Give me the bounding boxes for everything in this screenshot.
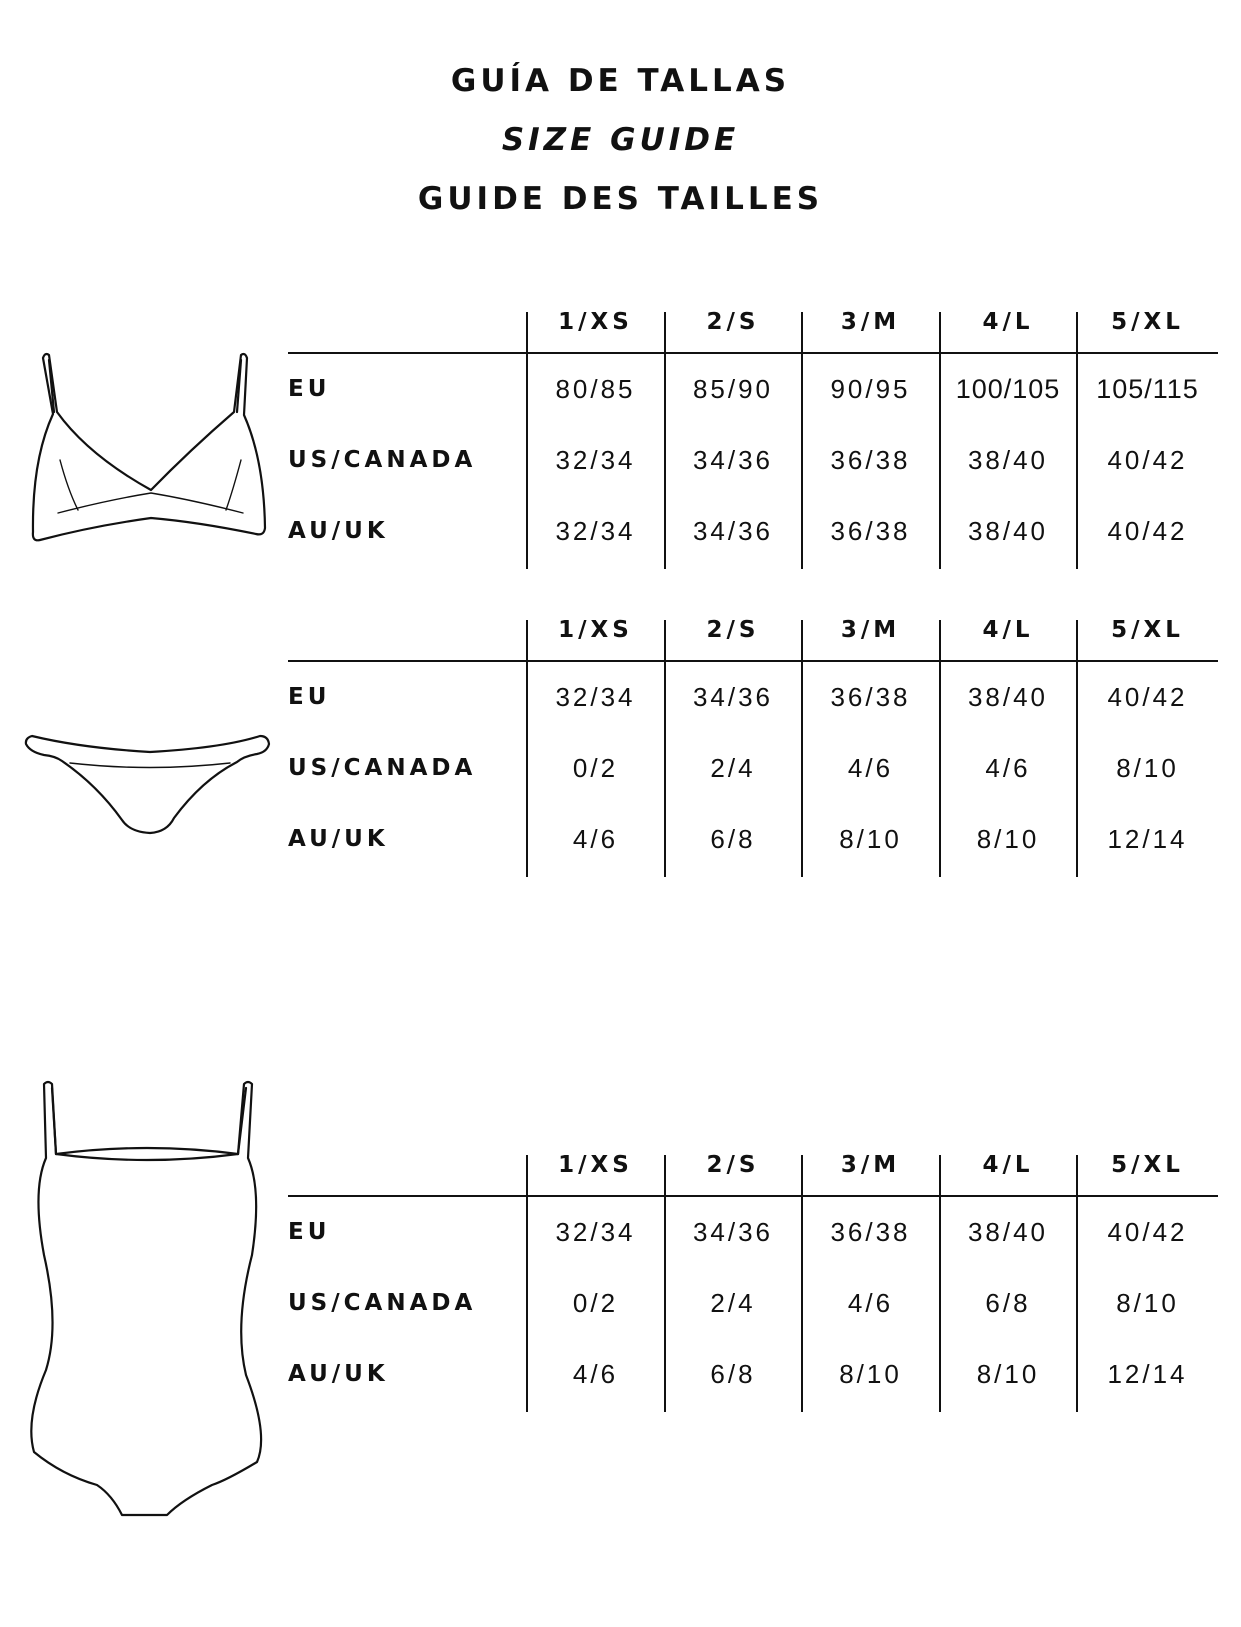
table-cell: 36/38 <box>830 516 911 546</box>
header-size-5: 5/XL <box>1111 1152 1184 1178</box>
row-label: US/CANADA <box>288 447 477 473</box>
title-english: SIZE GUIDE <box>501 122 740 158</box>
title-spanish: GUÍA DE TALLAS <box>450 63 791 99</box>
row-label: US/CANADA <box>288 1290 477 1316</box>
row-label: EU <box>288 1219 331 1245</box>
one-piece-swimsuit-icon <box>22 1080 272 1520</box>
table-cell: 12/14 <box>1107 1359 1188 1389</box>
table-cell: 4/6 <box>572 1359 619 1389</box>
header-size-3: 3/M <box>840 1152 901 1178</box>
header-size-2: 2/S <box>706 309 760 335</box>
table-cell: 38/40 <box>967 1217 1049 1247</box>
table-cell: 40/42 <box>1107 516 1188 546</box>
table-cell: 4/6 <box>572 824 619 854</box>
table-cell: 80/85 <box>555 374 636 404</box>
header-size-1: 1/XS <box>558 309 633 335</box>
table-cell: 36/38 <box>830 682 911 712</box>
size-table-swimsuit <box>288 1150 1218 1410</box>
table-header <box>288 307 1218 354</box>
table-cell: 105/115 <box>1096 374 1199 404</box>
table-cell: 34/36 <box>692 445 774 475</box>
table-cell: 32/34 <box>555 1217 636 1247</box>
header-size-4: 4/L <box>982 309 1034 335</box>
table-header <box>288 1150 1218 1197</box>
row-label: EU <box>288 376 331 402</box>
title-french: GUIDE DES TAILLES <box>417 181 824 217</box>
table-cell: 2/4 <box>710 1288 756 1318</box>
table-cell: 90/95 <box>830 374 911 404</box>
header-size-5: 5/XL <box>1111 617 1184 643</box>
table-row <box>288 496 1218 567</box>
table-cell: 34/36 <box>692 682 774 712</box>
table-cell: 100/105 <box>955 374 1061 404</box>
table-cell: 38/40 <box>967 516 1049 546</box>
table-cell: 32/34 <box>555 445 636 475</box>
header-size-3: 3/M <box>840 309 901 335</box>
table-cell: 0/2 <box>572 753 619 783</box>
header-size-1: 1/XS <box>558 617 633 643</box>
table-cell: 40/42 <box>1107 445 1188 475</box>
table-cell: 85/90 <box>692 374 774 404</box>
table-cell: 36/38 <box>830 445 911 475</box>
table-row <box>288 804 1218 875</box>
table-row <box>288 1268 1218 1339</box>
table-cell: 8/10 <box>839 824 902 854</box>
table-cell: 2/4 <box>710 753 756 783</box>
table-cell: 6/8 <box>710 824 756 854</box>
table-cell: 8/10 <box>1116 753 1179 783</box>
table-row <box>288 733 1218 804</box>
header-size-1: 1/XS <box>558 1152 633 1178</box>
table-cell: 40/42 <box>1107 682 1188 712</box>
header-size-4: 4/L <box>982 617 1034 643</box>
table-cell: 12/14 <box>1107 824 1188 854</box>
bikini-top-icon <box>18 350 268 560</box>
title-block <box>0 52 1241 229</box>
table-cell: 36/38 <box>830 1217 911 1247</box>
table-row <box>288 1197 1218 1268</box>
size-table-top <box>288 307 1218 567</box>
table-cell: 32/34 <box>555 682 636 712</box>
table-row <box>288 662 1218 733</box>
table-cell: 4/6 <box>985 753 1031 783</box>
table-cell: 38/40 <box>967 445 1049 475</box>
table-row <box>288 425 1218 496</box>
table-cell: 6/8 <box>710 1359 756 1389</box>
table-cell: 8/10 <box>976 1359 1040 1389</box>
row-label: EU <box>288 684 331 710</box>
table-header <box>288 615 1218 662</box>
header-size-3: 3/M <box>840 617 901 643</box>
row-label: AU/UK <box>288 1361 389 1387</box>
table-cell: 0/2 <box>572 1288 619 1318</box>
size-table-bottom <box>288 615 1218 875</box>
table-row <box>288 354 1218 425</box>
header-size-2: 2/S <box>706 1152 760 1178</box>
row-label: AU/UK <box>288 826 389 852</box>
table-cell: 34/36 <box>692 1217 774 1247</box>
table-cell: 8/10 <box>1116 1288 1179 1318</box>
header-size-5: 5/XL <box>1111 309 1184 335</box>
table-cell: 34/36 <box>692 516 774 546</box>
table-cell: 6/8 <box>985 1288 1031 1318</box>
table-row <box>288 1339 1218 1410</box>
row-label: US/CANADA <box>288 755 477 781</box>
table-cell: 4/6 <box>847 753 894 783</box>
table-cell: 38/40 <box>967 682 1049 712</box>
table-cell: 40/42 <box>1107 1217 1188 1247</box>
table-cell: 8/10 <box>839 1359 902 1389</box>
header-size-4: 4/L <box>982 1152 1034 1178</box>
row-label: AU/UK <box>288 518 389 544</box>
table-cell: 8/10 <box>976 824 1040 854</box>
header-size-2: 2/S <box>706 617 760 643</box>
table-cell: 4/6 <box>847 1288 894 1318</box>
bikini-bottom-icon <box>22 730 272 850</box>
table-cell: 32/34 <box>555 516 636 546</box>
